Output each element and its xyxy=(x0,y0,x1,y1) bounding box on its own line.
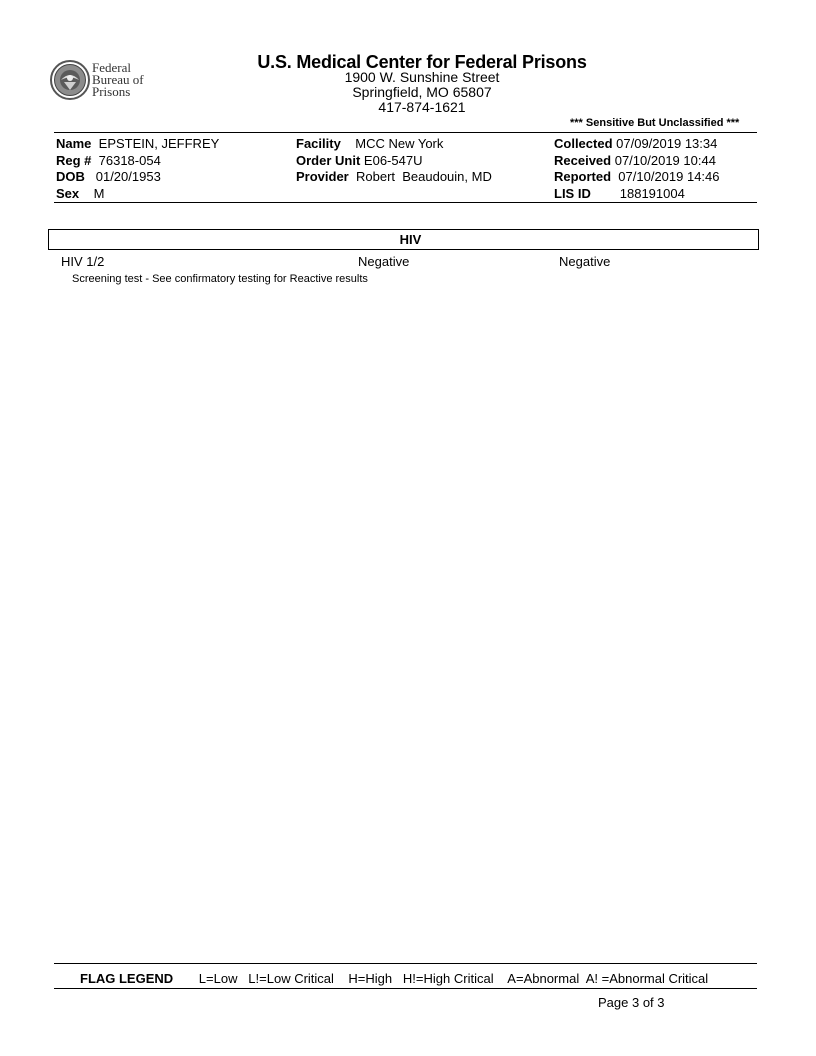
doj-seal-icon xyxy=(50,60,90,100)
page-number: Page 3 of 3 xyxy=(598,995,665,1010)
footer-top-divider xyxy=(54,963,757,964)
test-result: Negative xyxy=(358,254,410,269)
reg-label: Reg # xyxy=(56,152,92,168)
patient-info xyxy=(56,136,219,202)
facility-address xyxy=(222,70,622,115)
legend-items: L=Low L!=Low Critical H=High H!=High Critical A=Abnormal A! =Abnormal Critical xyxy=(198,971,709,986)
received-label: Received xyxy=(554,152,612,168)
provider-label: Provider xyxy=(296,169,349,184)
reported-value: 07/10/2019 14:46 xyxy=(618,169,720,184)
footer-bottom-divider xyxy=(54,988,757,989)
logo-line-1: Federal xyxy=(92,60,131,75)
facility-value: MCC New York xyxy=(355,136,444,151)
facility-label: Facility xyxy=(296,136,341,151)
reg-number: 76318-054 xyxy=(98,152,161,168)
reported-label: Reported xyxy=(554,169,612,184)
test-row xyxy=(0,253,816,287)
classification-banner: *** Sensitive But Unclassified *** xyxy=(570,117,740,129)
info-divider xyxy=(54,202,757,203)
logo-line-3: Prisons xyxy=(92,84,131,99)
test-comment: Screening test - See confirmatory testing for Reactive results xyxy=(72,273,368,285)
received-value: 07/10/2019 10:44 xyxy=(614,152,716,168)
collected-value: 07/09/2019 13:34 xyxy=(616,136,718,151)
name-label: Name xyxy=(56,136,92,151)
provider-value: Robert Beaudouin, MD xyxy=(355,169,492,184)
collected-label: Collected xyxy=(554,136,613,151)
sex-label: Sex xyxy=(56,185,80,201)
facility-title: U.S. Medical Center for Federal Prisons xyxy=(257,52,587,72)
address-line-1: 1900 W. Sunshine Street xyxy=(344,69,500,85)
order-unit-label: Order Unit xyxy=(296,152,361,168)
order-info xyxy=(296,136,492,186)
header-divider xyxy=(54,132,757,133)
dob-value: 01/20/1953 xyxy=(95,169,161,184)
flag-legend xyxy=(80,971,708,986)
address-line-2: Springfield, MO 65807 xyxy=(352,84,492,100)
lis-label: LIS ID xyxy=(554,185,591,201)
phone-number: 417-874-1621 xyxy=(378,99,466,115)
test-reference: Negative xyxy=(559,254,611,269)
order-unit-value: E06-547U xyxy=(363,152,423,168)
lis-value: 188191004 xyxy=(619,185,685,201)
legend-label: FLAG LEGEND xyxy=(80,971,174,986)
panel-header xyxy=(48,229,759,250)
dob-label: DOB xyxy=(56,169,85,184)
panel-title: HIV xyxy=(399,232,422,247)
specimen-info xyxy=(554,136,720,202)
test-name: HIV 1/2 xyxy=(61,254,105,269)
bop-logo xyxy=(50,60,170,104)
logo-line-2: Bureau of xyxy=(92,72,144,87)
patient-name: EPSTEIN, JEFFREY xyxy=(98,136,220,151)
sex-value: M xyxy=(93,185,105,201)
